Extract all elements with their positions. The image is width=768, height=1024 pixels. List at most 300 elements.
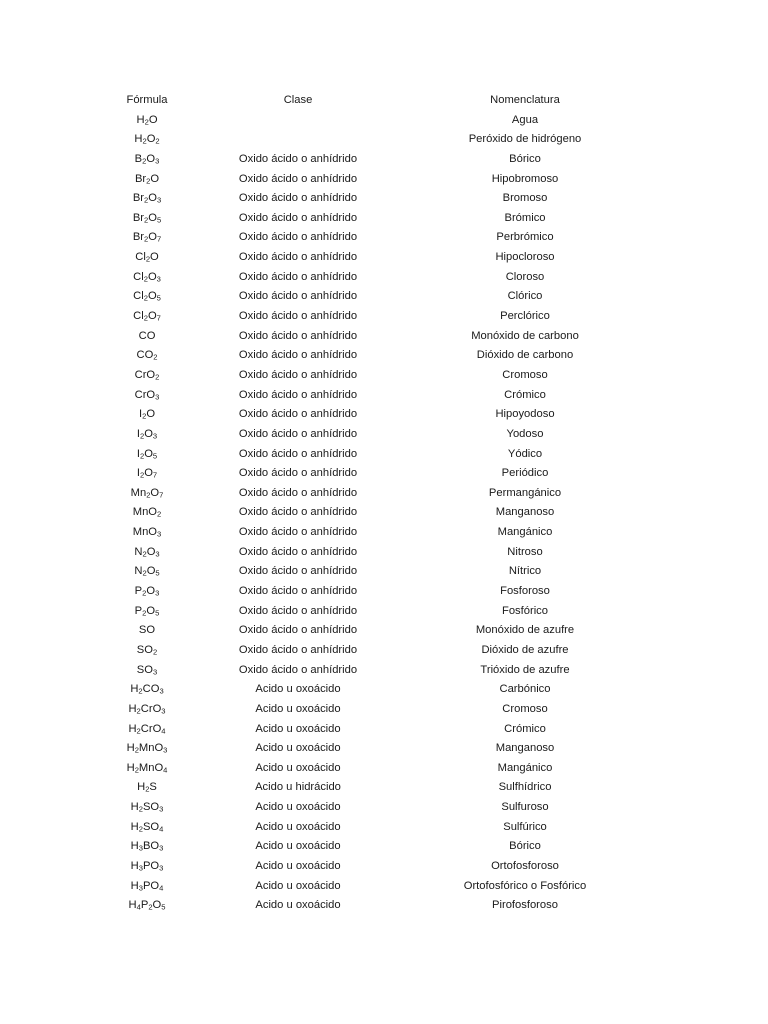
formula-subscript: 2 — [134, 745, 139, 755]
formula-cell — [88, 150, 206, 170]
formula-subscript: 2 — [144, 195, 149, 205]
nomenclatura-cell: Manganoso — [495, 506, 555, 519]
table-row — [0, 661, 768, 681]
formula-symbol: Cl — [133, 310, 144, 323]
table-row — [0, 523, 768, 543]
formula-cell — [88, 523, 206, 543]
formula-symbol: H — [134, 133, 143, 146]
formula-subscript: 2 — [143, 274, 148, 284]
formula-symbol: O — [147, 270, 157, 283]
nomenclatura-cell: Periódico — [501, 467, 549, 480]
formula-symbol: O — [144, 447, 153, 460]
nomenclatura-cell: Sulfhídrico — [498, 781, 552, 794]
formula-symbol: SO — [138, 624, 156, 637]
nomenclatura-cell: Mangánico — [497, 761, 553, 774]
nomenclatura-cell: Bromoso — [502, 192, 548, 205]
formula-subscript: 2 — [136, 706, 141, 716]
formula-cell — [88, 896, 206, 916]
formula-symbol: O — [148, 113, 158, 126]
formula-symbol: H — [130, 820, 139, 833]
formula-symbol: O — [146, 565, 156, 578]
formula-subscript: 5 — [152, 451, 158, 461]
formula-subscript: 3 — [157, 529, 162, 539]
table-row — [0, 327, 768, 347]
clase-cell: Oxido ácido o anhídrido — [238, 447, 358, 460]
formula-symbol: O — [144, 427, 153, 440]
formula-subscript: 3 — [159, 686, 164, 696]
formula-subscript: 7 — [152, 470, 158, 480]
formula-cell — [88, 720, 206, 740]
formula-symbol: Mn — [130, 486, 147, 499]
clase-cell: Oxido ácido o anhídrido — [238, 585, 358, 598]
nomenclatura-cell: Fosforoso — [500, 585, 550, 598]
nomenclatura-cell: Clórico — [507, 290, 543, 303]
table-row — [0, 386, 768, 406]
formula-symbol: O — [147, 290, 157, 303]
nomenclatura-cell: Perclórico — [500, 310, 550, 323]
formula-symbol: I — [136, 467, 140, 480]
formula-symbol: H — [128, 899, 137, 912]
table-row — [0, 582, 768, 602]
formula-cell — [88, 602, 206, 622]
formula-cell — [88, 248, 206, 268]
formula-subscript: 4 — [163, 765, 168, 775]
nomenclatura-cell: Carbónico — [499, 683, 551, 696]
nomenclatura-cell: Hipobromoso — [491, 172, 559, 185]
formula-symbol: H — [130, 683, 139, 696]
table-row — [0, 857, 768, 877]
formula-symbol: P — [134, 604, 143, 617]
table-row — [0, 543, 768, 563]
nomenclatura-cell: Peróxido de hidrógeno — [468, 133, 582, 146]
formula-symbol: H — [126, 742, 135, 755]
clase-cell: Acido u oxoácido — [255, 742, 341, 755]
clase-cell: Acido u oxoácido — [255, 722, 341, 735]
formula-cell — [88, 386, 206, 406]
nomenclatura-cell: Bórico — [509, 152, 541, 165]
formula-subscript: 3 — [138, 843, 143, 853]
formula-symbol: CO — [138, 329, 156, 342]
nomenclatura-cell: Ortofosfórico o Fosfórico — [463, 879, 587, 892]
table-row — [0, 445, 768, 465]
clase-cell: Oxido ácido o anhídrido — [238, 310, 358, 323]
formula-subscript: 2 — [138, 686, 143, 696]
spreadsheet-table — [0, 91, 768, 916]
nomenclatura-cell: Dióxido de carbono — [476, 349, 574, 362]
formula-symbol: PO — [142, 859, 160, 872]
formula-subscript: 3 — [159, 863, 164, 873]
formula-symbol: CrO — [140, 722, 162, 735]
table-row — [0, 248, 768, 268]
formula-symbol: S — [149, 781, 157, 794]
clase-cell: Acido u oxoácido — [255, 801, 341, 814]
formula-subscript: 3 — [159, 804, 164, 814]
formula-cell — [88, 405, 206, 425]
clase-cell: Oxido ácido o anhídrido — [238, 192, 358, 205]
formula-subscript: 2 — [139, 451, 145, 461]
formula-subscript: 3 — [161, 706, 166, 716]
clase-cell: Oxido ácido o anhídrido — [238, 349, 358, 362]
clase-cell: Oxido ácido o anhídrido — [238, 506, 358, 519]
formula-symbol: B — [134, 152, 143, 165]
formula-symbol: O — [150, 172, 160, 185]
table-row — [0, 484, 768, 504]
formula-symbol: Cl — [133, 290, 144, 303]
formula-symbol: N — [134, 565, 143, 578]
formula-cell — [88, 425, 206, 445]
formula-symbol: Br — [132, 231, 144, 244]
formula-subscript: 4 — [161, 726, 166, 735]
header-row — [0, 91, 768, 111]
formula-cell — [88, 170, 206, 190]
nomenclatura-cell: Sulfúrico — [503, 820, 547, 833]
formula-symbol: MnO — [138, 761, 164, 774]
table-row — [0, 170, 768, 190]
formula-subscript: 3 — [155, 392, 160, 402]
formula-symbol: H — [128, 722, 137, 735]
nomenclatura-cell: Trióxido de azufre — [480, 663, 570, 676]
formula-cell — [88, 268, 206, 288]
formula-cell — [88, 798, 206, 818]
formula-cell — [88, 641, 206, 661]
table-row — [0, 228, 768, 248]
formula-subscript: 3 — [138, 863, 143, 873]
clase-cell: Oxido ácido o anhídrido — [238, 624, 358, 637]
formula-symbol: SO — [142, 801, 160, 814]
nomenclatura-cell: Cromoso — [502, 702, 548, 715]
clase-cell: Oxido ácido o anhídrido — [238, 643, 358, 656]
clase-cell: Oxido ácido o anhídrido — [238, 427, 358, 440]
formula-cell — [88, 484, 206, 504]
formula-cell — [88, 503, 206, 523]
formula-symbol: H — [130, 859, 139, 872]
nomenclatura-cell: Pirofosforoso — [492, 899, 558, 912]
formula-cell — [88, 130, 206, 150]
table-row — [0, 111, 768, 131]
table-row — [0, 798, 768, 818]
table-row — [0, 189, 768, 209]
formula-cell — [88, 189, 206, 209]
formula-subscript: 2 — [138, 824, 143, 834]
formula-subscript: 3 — [155, 588, 160, 598]
formula-subscript: 2 — [153, 352, 158, 362]
table-row — [0, 621, 768, 641]
nomenclatura-cell: Nítrico — [508, 565, 542, 578]
nomenclatura-cell: Nitroso — [507, 545, 543, 558]
table-row — [0, 425, 768, 445]
clase-cell: Acido u oxoácido — [255, 702, 341, 715]
formula-symbol: O — [144, 467, 153, 480]
formula-symbol: N — [134, 545, 143, 558]
formula-symbol: O — [146, 133, 156, 146]
formula-cell — [88, 759, 206, 779]
formula-cell — [88, 582, 206, 602]
formula-subscript: 7 — [159, 490, 164, 500]
formula-symbol: CrO — [140, 702, 162, 715]
formula-cell — [88, 209, 206, 229]
formula-symbol: O — [146, 604, 156, 617]
clase-cell: Acido u oxoácido — [255, 899, 341, 912]
formula-symbol: H — [130, 840, 139, 853]
nomenclatura-cell: Mangánico — [497, 526, 553, 539]
formula-subscript: 2 — [155, 136, 160, 146]
formula-cell — [88, 877, 206, 897]
formula-cell — [88, 287, 206, 307]
nomenclatura-cell: Bórico — [509, 840, 541, 853]
clase-cell: Acido u oxoácido — [255, 840, 341, 853]
table-row — [0, 680, 768, 700]
formula-subscript: 4 — [159, 883, 164, 893]
nomenclatura-cell: Hipoyodoso — [495, 408, 555, 421]
formula-symbol: Br — [132, 192, 144, 205]
formula-subscript: 5 — [156, 293, 161, 303]
formula-subscript: 2 — [148, 902, 153, 912]
formula-symbol: O — [150, 251, 159, 264]
nomenclatura-cell: Sulfuroso — [501, 801, 549, 814]
formula-symbol: CO — [136, 349, 154, 362]
formula-cell — [88, 661, 206, 681]
formula-symbol: MnO — [132, 506, 157, 519]
formula-symbol: CrO — [134, 388, 156, 401]
formula-symbol: Cl — [135, 251, 146, 264]
header-clase: Clase — [283, 94, 313, 106]
formula-cell — [88, 818, 206, 838]
clase-cell: Oxido ácido o anhídrido — [238, 211, 358, 224]
formula-symbol: MnO — [138, 742, 164, 755]
nomenclatura-cell: Hipocloroso — [495, 251, 555, 264]
clase-cell: Oxido ácido o anhídrido — [238, 251, 358, 264]
formula-subscript: 2 — [155, 372, 160, 382]
formula-cell — [88, 307, 206, 327]
clase-cell: Acido u oxoácido — [255, 761, 341, 774]
nomenclatura-cell: Cloroso — [505, 270, 545, 283]
formula-symbol: O — [146, 408, 156, 421]
formula-symbol: PO — [142, 879, 160, 892]
formula-symbol: O — [148, 211, 157, 224]
formula-symbol: O — [152, 899, 162, 912]
table-row — [0, 366, 768, 386]
clase-cell: Oxido ácido o anhídrido — [238, 290, 358, 303]
formula-cell — [88, 680, 206, 700]
formula-symbol: I — [136, 447, 140, 460]
clase-cell: Acido u hidrácido — [255, 781, 341, 794]
clase-cell: Oxido ácido o anhídrido — [238, 152, 358, 165]
formula-cell — [88, 837, 206, 857]
table-row — [0, 307, 768, 327]
formula-subscript: 7 — [156, 234, 162, 244]
formula-subscript: 4 — [136, 902, 141, 912]
formula-symbol: O — [148, 192, 157, 205]
table-row — [0, 405, 768, 425]
formula-cell — [88, 621, 206, 641]
clase-cell: Acido u oxoácido — [255, 859, 341, 872]
formula-cell — [88, 857, 206, 877]
table-row — [0, 818, 768, 838]
formula-subscript: 3 — [163, 745, 168, 755]
formula-subscript: 2 — [142, 411, 147, 421]
formula-subscript: 3 — [156, 274, 161, 284]
table-row — [0, 778, 768, 798]
nomenclatura-cell: Cromoso — [502, 368, 548, 381]
table-row — [0, 837, 768, 857]
nomenclatura-cell: Yódico — [507, 447, 543, 460]
formula-symbol: SO — [136, 643, 153, 656]
clase-cell: Oxido ácido o anhídrido — [238, 388, 358, 401]
table-row — [0, 130, 768, 150]
table-row — [0, 877, 768, 897]
formula-subscript: 2 — [142, 136, 147, 146]
formula-subscript: 5 — [156, 215, 162, 225]
header-nomenclatura: Nomenclatura — [490, 94, 560, 106]
clase-cell: Oxido ácido o anhídrido — [238, 467, 358, 480]
formula-subscript: 3 — [152, 431, 158, 441]
formula-symbol: H — [128, 702, 137, 715]
clase-cell: Oxido ácido o anhídrido — [238, 565, 358, 578]
formula-symbol: BO — [142, 840, 160, 853]
clase-cell: Oxido ácido o anhídrido — [238, 231, 358, 244]
formula-cell — [88, 111, 206, 131]
table-body — [0, 111, 768, 916]
table-row — [0, 641, 768, 661]
nomenclatura-cell: Agua — [511, 113, 539, 126]
table-row — [0, 503, 768, 523]
formula-symbol: H — [126, 761, 135, 774]
formula-subscript: 2 — [142, 568, 147, 578]
formula-symbol: H — [137, 781, 146, 794]
table-row — [0, 896, 768, 916]
formula-symbol: O — [146, 545, 156, 558]
formula-subscript: 3 — [159, 843, 164, 853]
formula-subscript: 2 — [144, 234, 149, 244]
formula-subscript: 3 — [155, 549, 160, 559]
formula-subscript: 2 — [144, 117, 149, 127]
clase-cell: Oxido ácido o anhídrido — [238, 408, 358, 421]
table-row — [0, 464, 768, 484]
formula-symbol: O — [150, 486, 160, 499]
table-row — [0, 287, 768, 307]
formula-symbol: P — [140, 899, 149, 912]
formula-cell — [88, 228, 206, 248]
formula-symbol: P — [134, 585, 143, 598]
nomenclatura-cell: Permangánico — [488, 486, 562, 499]
clase-cell: Oxido ácido o anhídrido — [238, 172, 358, 185]
formula-subscript: 2 — [139, 470, 145, 480]
formula-symbol: O — [148, 231, 157, 244]
formula-symbol: H — [130, 801, 139, 814]
formula-subscript: 2 — [134, 765, 139, 775]
formula-symbol: Br — [134, 172, 147, 185]
clase-cell: Oxido ácido o anhídrido — [238, 545, 358, 558]
table-row — [0, 562, 768, 582]
formula-symbol: O — [146, 585, 156, 598]
formula-cell — [88, 346, 206, 366]
table-row — [0, 150, 768, 170]
formula-symbol: H — [136, 113, 145, 126]
clase-cell: Acido u oxoácido — [255, 879, 341, 892]
formula-subscript: 2 — [138, 804, 143, 814]
formula-subscript: 5 — [155, 608, 160, 618]
formula-symbol: Cl — [133, 270, 144, 283]
formula-subscript: 3 — [155, 156, 160, 166]
clase-cell: Oxido ácido o anhídrido — [238, 270, 358, 283]
nomenclatura-cell: Perbrómico — [496, 231, 554, 244]
formula-symbol: O — [147, 310, 157, 323]
formula-cell — [88, 366, 206, 386]
formula-subscript: 2 — [157, 509, 162, 519]
table-row — [0, 346, 768, 366]
formula-cell — [88, 700, 206, 720]
formula-subscript: 3 — [138, 883, 143, 893]
nomenclatura-cell: Monóxido de carbono — [471, 329, 579, 342]
formula-symbol: SO — [142, 820, 160, 833]
formula-subscript: 2 — [143, 293, 148, 303]
clase-cell: Acido u oxoácido — [255, 683, 341, 696]
table-row — [0, 720, 768, 740]
formula-subscript: 2 — [144, 215, 149, 225]
clase-cell: Oxido ácido o anhídrido — [238, 663, 358, 676]
formula-subscript: 2 — [152, 647, 158, 657]
nomenclatura-cell: Crómico — [504, 722, 546, 735]
formula-cell — [88, 445, 206, 465]
formula-subscript: 2 — [142, 549, 147, 559]
nomenclatura-cell: Manganoso — [495, 742, 555, 755]
table-row — [0, 739, 768, 759]
formula-symbol: I — [138, 408, 143, 421]
formula-symbol: O — [146, 152, 156, 165]
formula-subscript: 2 — [146, 490, 151, 500]
nomenclatura-cell: Fosfórico — [501, 604, 548, 617]
formula-subscript: 2 — [142, 608, 147, 618]
formula-subscript: 2 — [136, 726, 141, 735]
formula-subscript: 2 — [145, 254, 151, 264]
formula-cell — [88, 778, 206, 798]
formula-cell — [88, 562, 206, 582]
formula-subscript: 3 — [156, 195, 162, 205]
nomenclatura-cell: Monóxido de azufre — [475, 624, 575, 637]
table-row — [0, 700, 768, 720]
formula-subscript: 2 — [143, 313, 148, 323]
table-row — [0, 209, 768, 229]
formula-symbol: CrO — [134, 368, 156, 381]
formula-cell — [88, 543, 206, 563]
formula-symbol: SO — [136, 663, 153, 676]
formula-subscript: 4 — [159, 824, 164, 834]
clase-cell: Oxido ácido o anhídrido — [238, 526, 358, 539]
formula-subscript: 2 — [139, 431, 145, 441]
header-formula: Fórmula — [126, 94, 168, 106]
clase-cell: Oxido ácido o anhídrido — [238, 329, 358, 342]
formula-subscript: 2 — [146, 176, 151, 186]
formula-symbol: CO — [142, 683, 160, 696]
table-row — [0, 602, 768, 622]
nomenclatura-cell: Crómico — [504, 388, 546, 401]
formula-subscript: 2 — [145, 784, 150, 794]
table-row — [0, 268, 768, 288]
clase-cell: Oxido ácido o anhídrido — [238, 604, 358, 617]
nomenclatura-cell: Brómico — [504, 211, 546, 224]
nomenclatura-cell: Ortofosforoso — [491, 859, 559, 872]
formula-subscript: 5 — [155, 568, 160, 578]
formula-subscript: 3 — [152, 667, 158, 677]
formula-subscript: 2 — [142, 588, 147, 598]
formula-cell — [88, 464, 206, 484]
formula-cell — [88, 327, 206, 347]
clase-cell: Oxido ácido o anhídrido — [238, 486, 358, 499]
formula-subscript: 5 — [161, 902, 166, 912]
formula-subscript: 2 — [142, 156, 147, 166]
formula-symbol: I — [136, 427, 140, 440]
formula-cell — [88, 739, 206, 759]
